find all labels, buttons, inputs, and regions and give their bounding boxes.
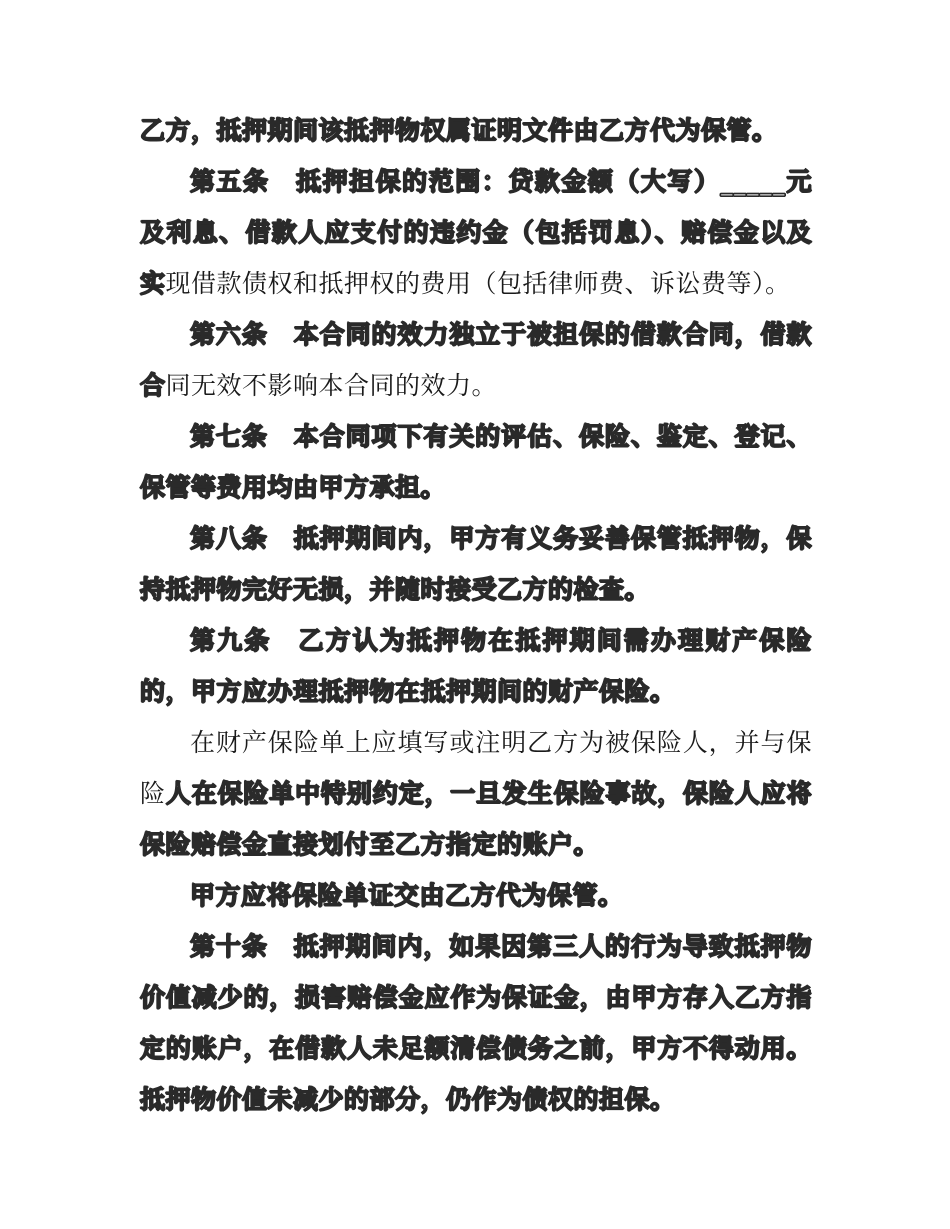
paragraph bbox=[140, 157, 812, 310]
paragraph bbox=[140, 616, 812, 718]
outlined-text-run: 第六条 本合同的效力独立于被担保的借款合同，借款合 bbox=[140, 320, 812, 400]
outlined-text-run: 第十条 抵押期间内，如果因第三人的行为导致抵押物价值减少的，损害赔偿金应作为保证金，由甲方存入乙方指定的账户，在借款人未足额清偿债务之前，甲方不得动用。抵押物价值未减少的部分，仍作为债权的担保。 bbox=[140, 932, 812, 1114]
paragraph bbox=[140, 514, 812, 616]
plain-text-run: 在财产保险单上应填写或注明乙方为被保险人，并与保险 bbox=[140, 728, 812, 808]
outlined-text-run: 乙方，抵押期间该抵押物权属证明文件由乙方代为保管。 bbox=[140, 116, 778, 145]
plain-text-run: 现借款债权和抵押权的费用（包括律师费、诉讼费等）。 bbox=[165, 269, 791, 298]
outlined-text-run: 人在保险单中特别约定，一旦发生保险事故，保险人应将保险赔偿金直接划付至乙方指定的账户。 bbox=[140, 779, 812, 859]
paragraph bbox=[140, 871, 812, 922]
outlined-text-run: 甲方应将保险单证交由乙方代为保管。 bbox=[190, 881, 624, 910]
outlined-text-run: 第七条 本合同项下有关的评估、保险、鉴定、登记、保管等费用均由甲方承担。 bbox=[140, 422, 812, 502]
paragraph bbox=[140, 718, 812, 871]
outlined-text-run: 第五条 抵押担保的范围：贷款金额（大写）_____元及利息、借款人应支付的违约金（包括罚息）、赔偿金以及实 bbox=[140, 167, 812, 298]
paragraph bbox=[140, 106, 812, 157]
paragraph bbox=[140, 310, 812, 412]
outlined-text-run: 第九条 乙方认为抵押物在抵押期间需办理财产保险的，甲方应办理抵押物在抵押期间的财产保险。 bbox=[140, 626, 812, 706]
paragraph bbox=[140, 412, 812, 514]
paragraph bbox=[140, 922, 812, 1126]
plain-text-run: 同无效不影响本合同的效力。 bbox=[165, 371, 498, 400]
outlined-text-run: 第八条 抵押期间内，甲方有义务妥善保管抵押物，保持抵押物完好无损，并随时接受乙方的检查。 bbox=[140, 524, 812, 604]
document-body bbox=[140, 106, 812, 1126]
